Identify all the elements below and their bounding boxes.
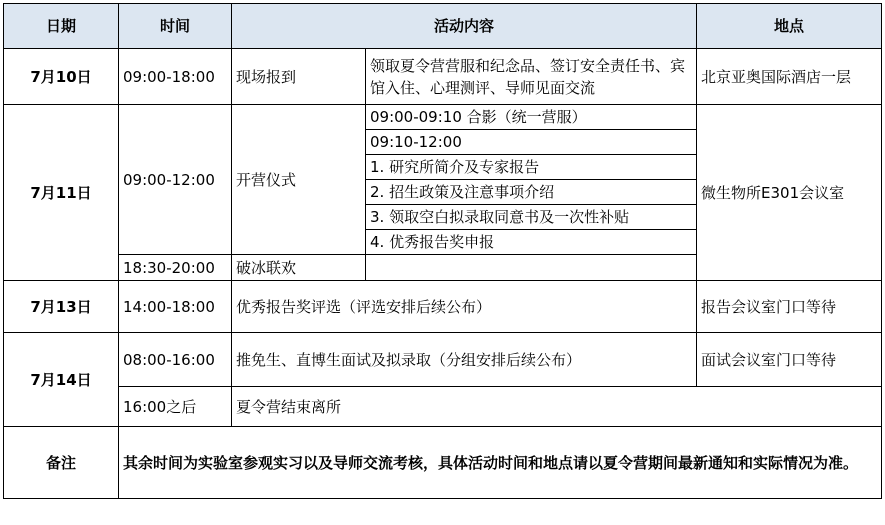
time-cell: 09:00-12:00 bbox=[119, 105, 232, 255]
time-cell: 14:00-18:00 bbox=[119, 281, 232, 333]
detail-cell: 领取夏令营营服和纪念品、签订安全责任书、宾馆入住、心理测评、导师见面交流 bbox=[366, 49, 697, 105]
detail-cell: 09:10-12:00 bbox=[366, 130, 697, 155]
detail-cell: 2. 招生政策及注意事项介绍 bbox=[366, 180, 697, 205]
remark-row bbox=[4, 427, 882, 499]
table-row bbox=[4, 49, 882, 105]
time-cell: 18:30-20:00 bbox=[119, 255, 232, 281]
event-cell: 优秀报告奖评选（评选安排后续公布） bbox=[232, 281, 697, 333]
table-row bbox=[4, 105, 882, 130]
time-cell: 16:00之后 bbox=[119, 387, 232, 427]
location-cell: 报告会议室门口等待 bbox=[697, 281, 882, 333]
date-cell: 7月10日 bbox=[4, 49, 119, 105]
event-cell: 开营仪式 bbox=[232, 105, 366, 255]
time-cell: 09:00-18:00 bbox=[119, 49, 232, 105]
header-location: 地点 bbox=[697, 4, 882, 49]
detail-cell: 09:00-09:10 合影（统一营服） bbox=[366, 105, 697, 130]
header-row bbox=[4, 4, 882, 49]
event-cell: 现场报到 bbox=[232, 49, 366, 105]
event-cell: 破冰联欢 bbox=[232, 255, 366, 281]
detail-cell: 4. 优秀报告奖申报 bbox=[366, 230, 697, 255]
date-cell: 7月14日 bbox=[4, 333, 119, 427]
header-time: 时间 bbox=[119, 4, 232, 49]
location-cell: 北京亚奥国际酒店一层 bbox=[697, 49, 882, 105]
detail-cell: 1. 研究所简介及专家报告 bbox=[366, 155, 697, 180]
header-activity: 活动内容 bbox=[232, 4, 697, 49]
location-cell: 面试会议室门口等待 bbox=[697, 333, 882, 387]
date-cell: 7月13日 bbox=[4, 281, 119, 333]
header-date: 日期 bbox=[4, 4, 119, 49]
location-cell: 微生物所E301会议室 bbox=[697, 105, 882, 281]
event-cell: 夏令营结束离所 bbox=[232, 387, 882, 427]
empty-cell bbox=[366, 255, 697, 281]
table-row bbox=[4, 387, 882, 427]
date-cell: 7月11日 bbox=[4, 105, 119, 281]
time-cell: 08:00-16:00 bbox=[119, 333, 232, 387]
remark-text: 其余时间为实验室参观实习以及导师交流考核，具体活动时间和地点请以夏令营期间最新通知和实际情况为准。 bbox=[119, 427, 882, 499]
event-cell: 推免生、直博生面试及拟录取（分组安排后续公布） bbox=[232, 333, 697, 387]
remark-label: 备注 bbox=[4, 427, 119, 499]
schedule-table bbox=[3, 3, 882, 499]
table-row bbox=[4, 333, 882, 387]
table-row bbox=[4, 281, 882, 333]
detail-cell: 3. 领取空白拟录取同意书及一次性补贴 bbox=[366, 205, 697, 230]
